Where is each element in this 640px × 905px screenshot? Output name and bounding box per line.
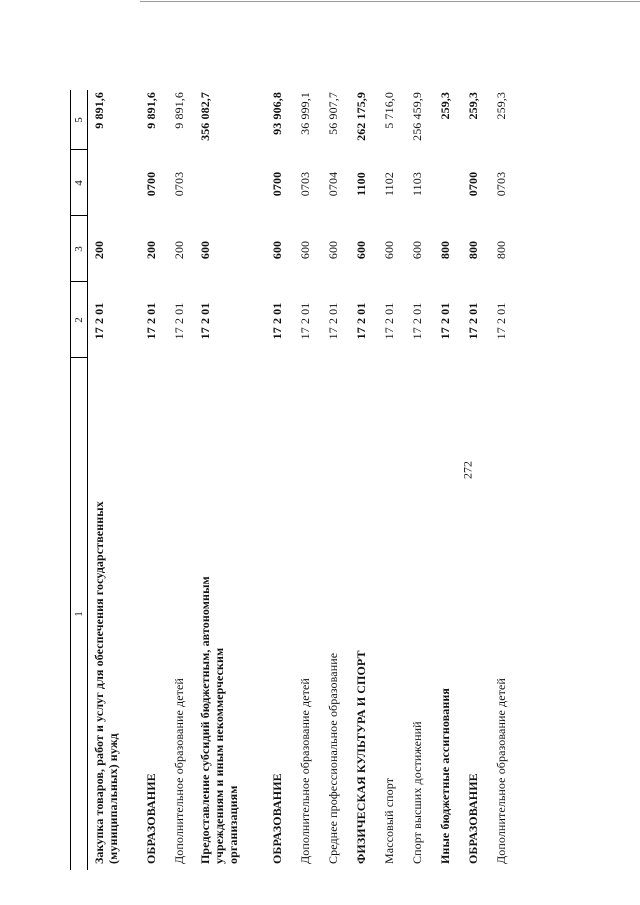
row-name: Среднее профессиональное образование	[326, 652, 340, 864]
row-sum: 262 175,9	[354, 92, 368, 141]
row-sum: 36 999,1	[298, 92, 312, 135]
row-sum: 5 716,0	[382, 92, 396, 129]
row-rz: 0703	[172, 171, 186, 197]
row-code: 17 2 01	[354, 302, 368, 340]
row-vr: 600	[298, 240, 312, 260]
row-code: 17 2 01	[494, 302, 508, 340]
header-col-4: 4	[73, 180, 85, 186]
row-sum: 259,3	[494, 92, 508, 120]
header-col-3: 3	[73, 246, 85, 252]
row-sum: 256 459,9	[410, 92, 424, 141]
row-vr: 800	[438, 240, 452, 260]
row-vr: 800	[466, 240, 480, 260]
row-vr: 600	[354, 240, 368, 260]
row-name: ОБРАЗОВАНИЕ	[466, 773, 480, 864]
row-sum: 56 907,7	[326, 92, 340, 135]
page-number: 272	[460, 461, 475, 479]
row-name: Спорт высших достижений	[410, 721, 424, 864]
row-vr: 800	[494, 240, 508, 260]
row-code: 17 2 01	[298, 302, 312, 340]
row-code: 17 2 01	[438, 302, 452, 340]
row-sum: 259,3	[466, 92, 480, 120]
row-sum: 9 891,6	[92, 92, 106, 129]
row-name: Дополнительное образование детей	[172, 678, 186, 864]
row-sum: 356 082,7	[198, 92, 212, 141]
row-code: 17 2 01	[270, 302, 284, 340]
row-code: 17 2 01	[410, 302, 424, 340]
row-name: ФИЗИЧЕСКАЯ КУЛЬТУРА И СПОРТ	[354, 650, 368, 864]
row-vr: 600	[326, 240, 340, 260]
row-vr: 600	[270, 240, 284, 260]
row-name: Массовый спорт	[382, 777, 396, 864]
row-code: 17 2 01	[198, 302, 212, 340]
row-code: 17 2 01	[92, 302, 106, 340]
row-rz: 0700	[466, 171, 480, 197]
row-rz: 1100	[354, 172, 368, 196]
row-rz: 1102	[382, 172, 396, 196]
row-name: Предоставление субсидий бюджетным, автономным учреждениям и иным некоммерческим организациям	[198, 576, 240, 864]
row-code: 17 2 01	[144, 302, 158, 340]
row-name: Дополнительное образование детей	[298, 678, 312, 864]
row-name: ОБРАЗОВАНИЕ	[144, 773, 158, 864]
row-vr: 200	[172, 240, 186, 260]
row-name: Дополнительное образование детей	[494, 678, 508, 864]
row-rz: 1103	[410, 172, 424, 196]
header-col-2: 2	[73, 317, 85, 323]
scan-edge-line	[140, 1, 640, 2]
row-code: 17 2 01	[382, 302, 396, 340]
row-rz: 0703	[298, 171, 312, 197]
row-sum: 9 891,6	[144, 92, 158, 129]
row-rz: 0700	[144, 171, 158, 197]
row-rz: 0704	[326, 171, 340, 197]
row-code: 17 2 01	[172, 302, 186, 340]
header-col-5: 5	[73, 117, 85, 123]
row-sum: 259,3	[438, 92, 452, 120]
row-name: Закупка товаров, работ и услуг для обеспечения государственных (муниципальных) нужд	[92, 501, 120, 864]
row-code: 17 2 01	[466, 302, 480, 340]
row-name: Иные бюджетные ассигнования	[438, 687, 452, 864]
row-rz: 0700	[270, 171, 284, 197]
row-vr: 600	[410, 240, 424, 260]
row-name: ОБРАЗОВАНИЕ	[270, 773, 284, 864]
row-code: 17 2 01	[326, 302, 340, 340]
row-sum: 93 906,8	[270, 92, 284, 135]
row-vr: 600	[382, 240, 396, 260]
row-sum: 9 891,6	[172, 92, 186, 129]
row-vr: 600	[198, 240, 212, 260]
budget-table	[70, 90, 570, 870]
row-vr: 200	[144, 240, 158, 260]
table-header	[70, 90, 88, 870]
row-rz: 0703	[494, 171, 508, 197]
row-vr: 200	[92, 240, 106, 260]
header-col-1: 1	[73, 611, 85, 617]
